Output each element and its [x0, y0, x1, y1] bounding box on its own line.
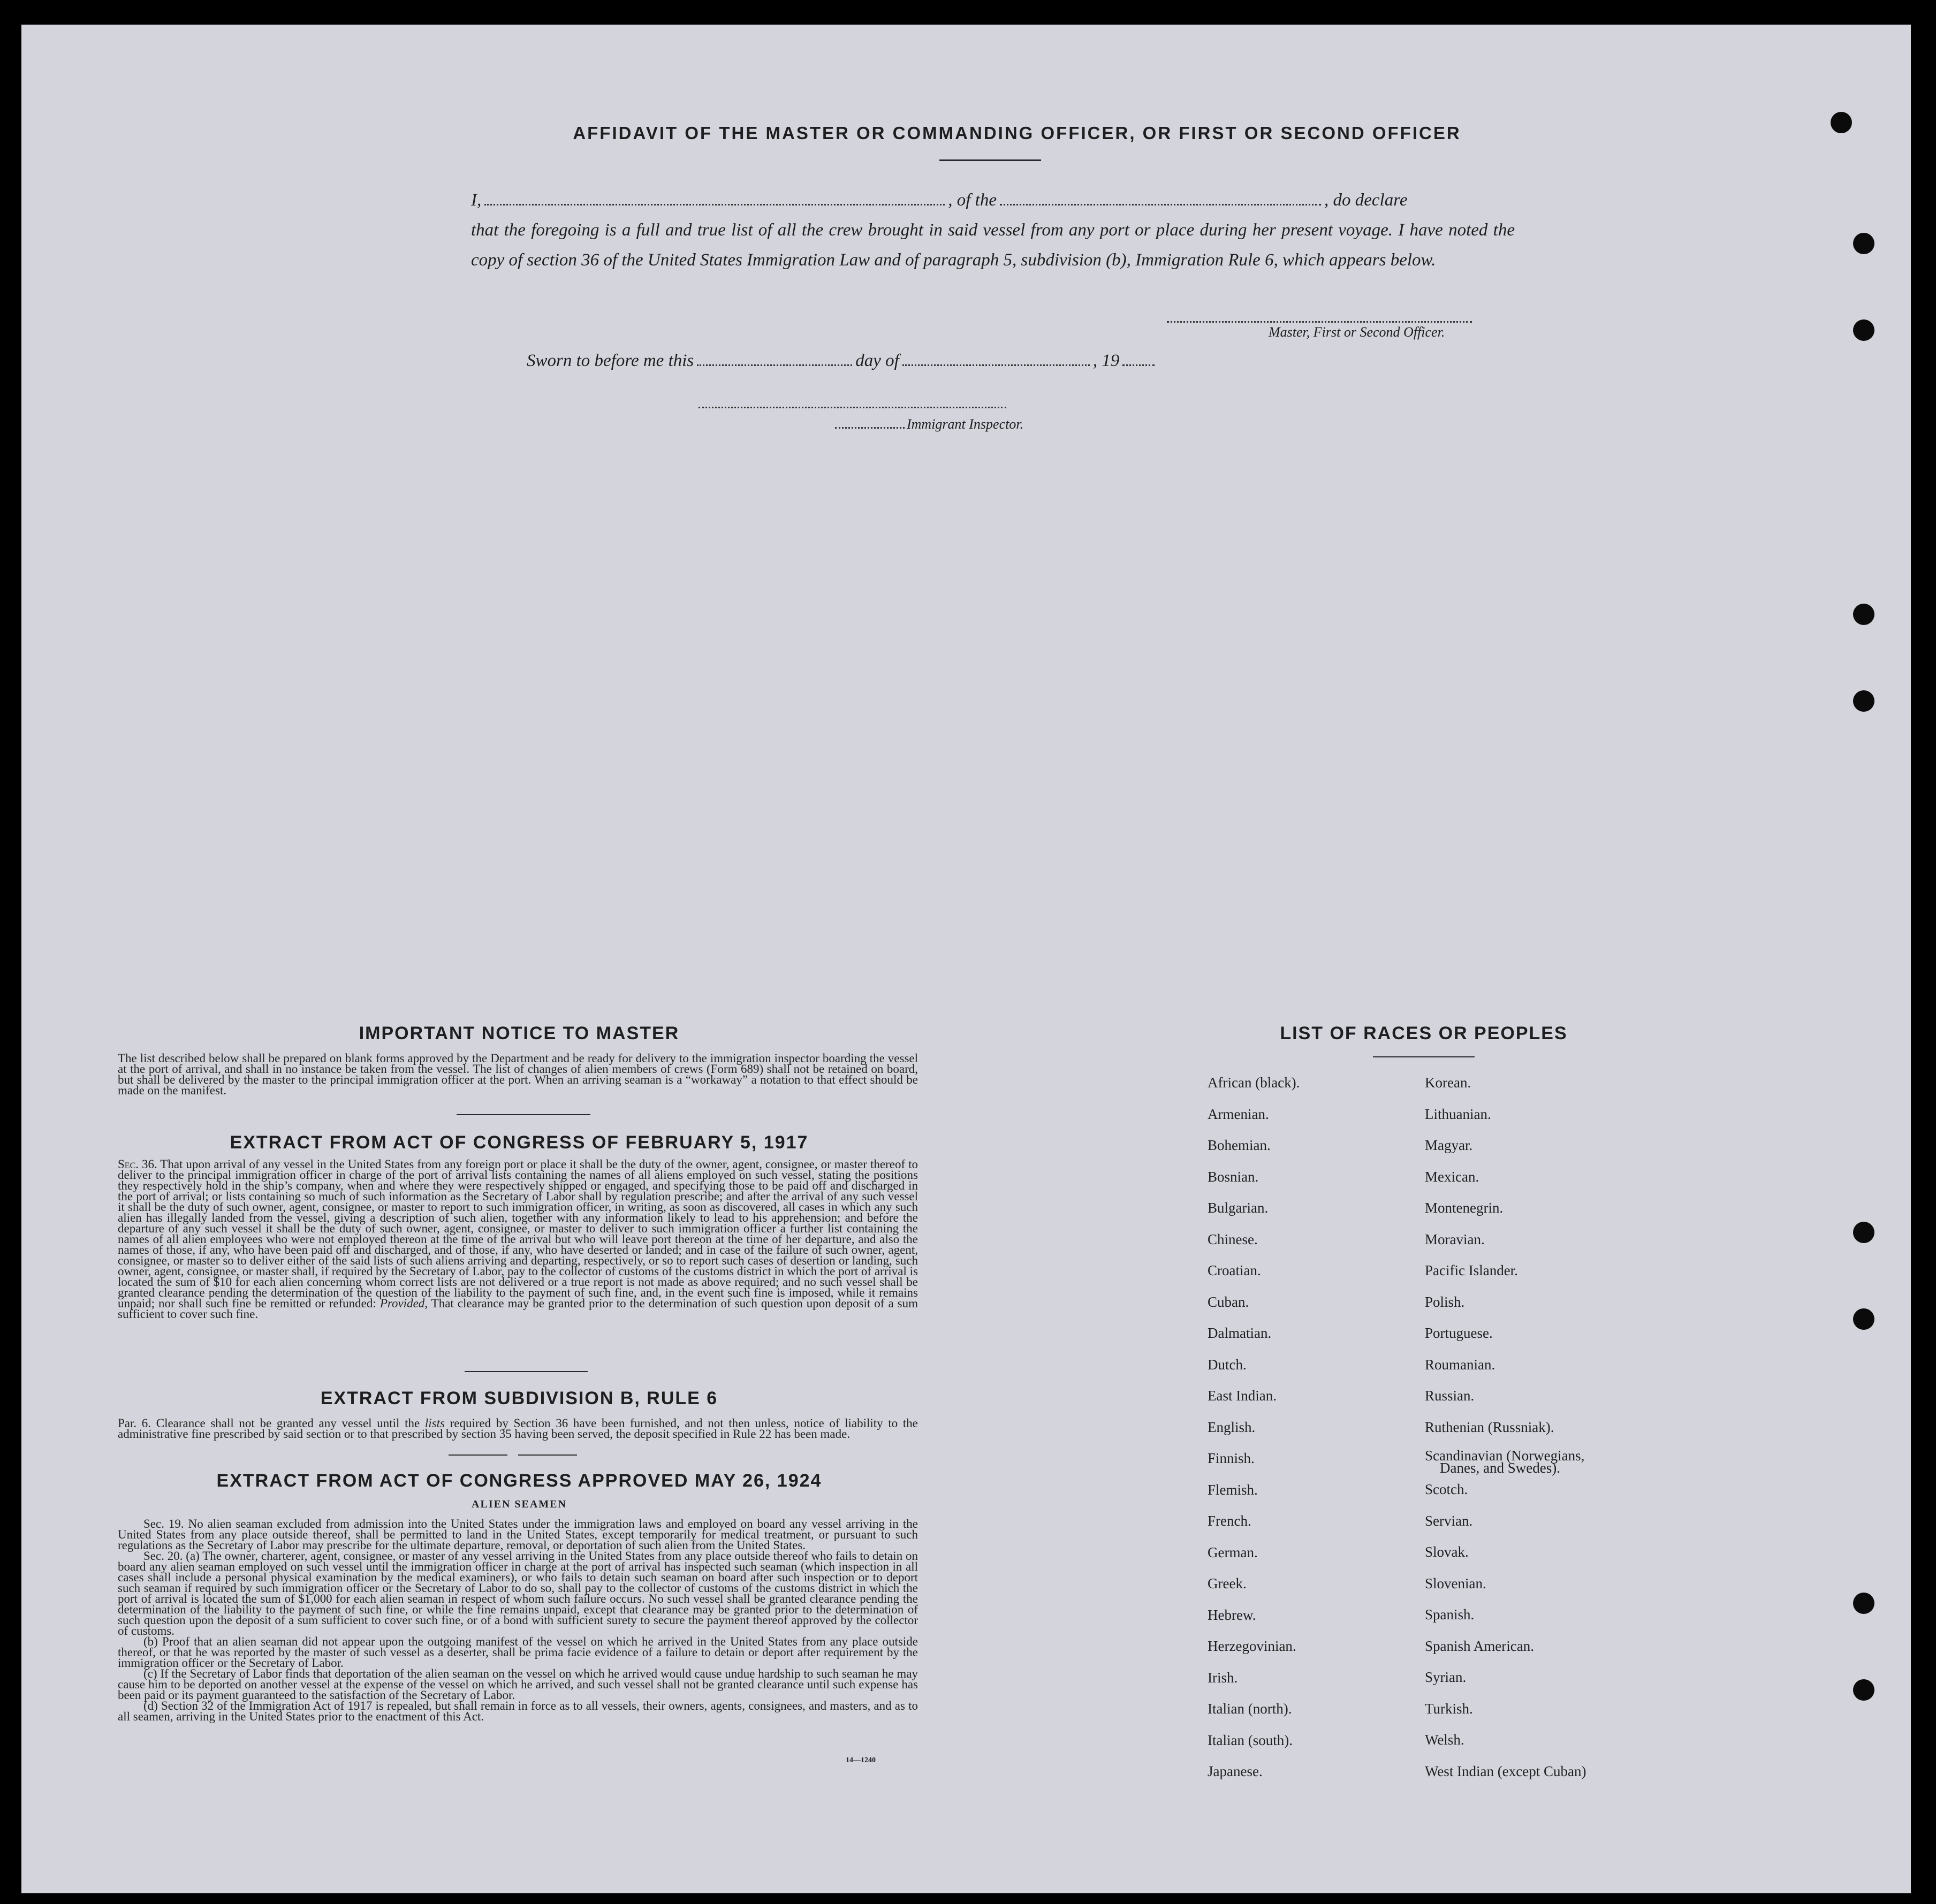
race-item: Finnish.	[1208, 1450, 1255, 1466]
race-item: Slovak.	[1425, 1544, 1469, 1560]
race-item: Bulgarian.	[1208, 1200, 1269, 1216]
race-item: French.	[1208, 1513, 1251, 1529]
race-item: Chinese.	[1208, 1231, 1258, 1247]
race-item: Servian.	[1425, 1512, 1473, 1529]
race-item: Moravian.	[1425, 1231, 1485, 1247]
race-item: Pacific Islander.	[1425, 1262, 1518, 1278]
race-item: English.	[1208, 1419, 1256, 1435]
race-item: Ruthenian (Russniak).	[1425, 1419, 1554, 1435]
race-item: Portuguese.	[1425, 1325, 1493, 1341]
inspector-line	[835, 416, 1023, 432]
extract-1924-text	[118, 1519, 918, 1722]
races-title: LIST OF RACES OR PEOPLES	[1280, 1023, 1568, 1044]
punch-hole	[1831, 112, 1852, 133]
sec-20c-paragraph: (c) If the Secretary of Labor finds that deportation of the alien seaman on the vessel on which he arrived would cause undue hardship to such seaman he may cause him to be deported on another vessel at the expense of the vessel on which he arrived, and such vessel shall not be granted clearance until such expense has been paid or its payment guaranteed to the satisfaction of the Secretary of Labor.	[118, 1667, 918, 1702]
vessel-blank[interactable]	[1000, 204, 1321, 205]
race-item: East Indian.	[1208, 1388, 1277, 1404]
sec-36-text-end: That clearance may be granted prior to the determination of such question upon deposit of a sum sufficient to cover such fine.	[118, 1297, 918, 1321]
race-item: Bohemian.	[1208, 1137, 1271, 1153]
year-label: , 19	[1092, 351, 1120, 370]
sec-36-label: Sec. 36.	[118, 1157, 157, 1171]
race-item: Herzegovinian.	[1208, 1638, 1296, 1654]
inspector-signature-line[interactable]	[699, 407, 1006, 408]
race-item: Flemish.	[1208, 1481, 1258, 1498]
sec-36-text: That upon arrival of any vessel in the United States from any foreign port or place it shall be the duty of the owner, agent, consignee, or master thereof to deliver to the principal immigration officer in charge of the port of arrival lists containing the names of all aliens employed on such vessel, stating the positions they respectively hold in the ship’s company, when and where they were respectively shipped or engaged, and specifying those to be paid off and discharged in the port of arrival; or lists containing so much of such information as the Secretary of Labor shall by regulation prescribe; and after the arrival of any such vessel it shall be the duty of such owner, agent, consignee, or master to report to such immigration officer, in writing, as soon as discovered, all cases in which any such alien has illegally landed from the vessel, giving a description of such alien, together with any information likely to lead to his apprehension; and before the departure of any such vessel it shall be the duty of such owner, agent, consignee, or master to deliver to such immigration officer a further list containing the names of all alien employees who were not employed thereon at the time of the arrival but who will leave port thereon at the time of her departure, and also the names of those, if any, who have been paid off and discharged, and of those, if any, who have deserted or landed; and in case of the failure of such owner, agent, consignee, or master so to deliver either of the said lists of such aliens arriving and departing, respectively, or so to report such cases of desertion or landing, such owner, agent, consignee, or master shall, if required by the Secretary of Labor, pay to the collector of customs of the customs district in which the port of arrival is located the sum of $10 for each alien concerning whom correct lists are not delivered or a true report is not made as above required; and no such vessel shall be granted clearance pending the determination of the question of the liability to the payment of such fine, and, in the event such fine is imposed, while it remains unpaid; nor shall such fine be remitted or refunded:	[118, 1157, 918, 1310]
sec-19-paragraph: Sec. 19. No alien seaman excluded from admission into the United States under the immigration laws and employed on board any vessel arriving in the United States from any place outside thereof, shall be permitted to land in the United States, except temporarily for medical treatment, or pursuant to such regulations as the Secretary of Labor may prescribe for the ultimate departure, removal, or deportation of such alien from the United States.	[118, 1517, 918, 1552]
affidavit-declaration-line	[471, 191, 1520, 210]
race-item: African (black).	[1208, 1075, 1300, 1091]
extract-rule6-text	[118, 1418, 918, 1440]
race-item: Russian.	[1425, 1388, 1475, 1404]
title-underline	[1373, 1056, 1475, 1057]
par-6-text-end: required by Section 36 have been furnished, and not then unless, notice of liability to the administrative fine prescribed by said section or to that prescribed by section 35 having been served, the deposit specified in Rule 22 has been made.	[118, 1416, 918, 1441]
race-item: Spanish.	[1425, 1606, 1475, 1623]
race-item: West Indian (except Cuban)	[1425, 1763, 1586, 1779]
race-item: Dalmatian.	[1208, 1325, 1272, 1341]
sec-20d-paragraph: (d) Section 32 of the Immigration Act of 1917 is repealed, but shall remain in force as to all vessels, their owners, agents, consignees, and masters, and as to all seamen, arriving in the United States prior to the enactment of this Act.	[118, 1699, 918, 1723]
races-column-2	[1425, 1067, 1586, 1787]
day-of-label: day of	[855, 351, 899, 370]
race-item: Spanish American.	[1425, 1638, 1534, 1654]
punch-hole	[1853, 690, 1874, 712]
extract-rule6-title: EXTRACT FROM SUBDIVISION B, RULE 6	[320, 1388, 718, 1408]
sworn-year-blank[interactable]	[1122, 364, 1155, 366]
divider	[457, 1114, 590, 1115]
lists-word: lists	[424, 1416, 445, 1430]
signature-line[interactable]	[1167, 321, 1472, 323]
race-item: Armenian.	[1208, 1106, 1269, 1122]
race-item: Mexican.	[1425, 1168, 1479, 1185]
race-item: Danes, and Swedes).	[1440, 1460, 1560, 1476]
race-item: Croatian.	[1208, 1262, 1261, 1278]
provided-word: Provided,	[379, 1297, 428, 1310]
divider	[449, 1454, 507, 1456]
alien-seamen-subtitle: ALIEN SEAMEN	[472, 1498, 567, 1510]
races-column-1	[1208, 1067, 1300, 1787]
race-item: Scotch.	[1425, 1481, 1468, 1497]
race-item: Bosnian.	[1208, 1168, 1259, 1185]
of-the-label: , of the	[948, 191, 997, 210]
race-item: Irish.	[1208, 1669, 1238, 1686]
par-6-text: Par. 6. Clearance shall not be granted any vessel until the	[118, 1416, 420, 1430]
inspector-blank[interactable]	[835, 427, 905, 429]
race-item: Welsh.	[1425, 1732, 1464, 1748]
declare-label: , do declare	[1324, 191, 1408, 210]
race-item: Turkish.	[1425, 1700, 1473, 1717]
race-item: Lithuanian.	[1425, 1106, 1491, 1122]
notice-text: The list described below shall be prepared on blank forms approved by the Department and be ready for delivery to the immigration inspector boarding the vessel at the port of arrival, and shall in no instance be taken from the vessel. The list of changes of alien members of crews (Form 689) shall not be retained on board, but shall be delivered by the master to the principal immigration officer at the port. When an arriving seaman is a “workaway” a notation to that effect should be made on the manifest.	[118, 1052, 918, 1097]
notice-title: IMPORTANT NOTICE TO MASTER	[359, 1023, 680, 1044]
punch-hole	[1853, 1679, 1874, 1701]
race-item: Montenegrin.	[1425, 1200, 1504, 1216]
i-label: I,	[471, 191, 482, 210]
inspector-label: Immigrant Inspector.	[907, 416, 1024, 432]
form-number: 14—1240	[846, 1756, 876, 1764]
sec-20b-paragraph: (b) Proof that an alien seaman did not appear upon the outgoing manifest of the vessel on which he arrived in the United States from any place outside thereof, or that he was reported by the master of such vessel as a deserter, shall be prima facie evidence of a failure to detain or deport after requirement by the immigration officer or the Secretary of Labor.	[118, 1635, 918, 1670]
sworn-day-blank[interactable]	[697, 364, 852, 366]
punch-hole	[1853, 1308, 1874, 1330]
race-item: Cuban.	[1208, 1293, 1249, 1310]
sec-20a-paragraph: Sec. 20. (a) The owner, charterer, agent, consignee, or master of any vessel arriving in the United States from any place outside thereof who fails to detain on board any alien seaman employed on such vessel until the immigration officer in charge at the port of arrival has inspected such seaman (which inspection in all cases shall include a personal physical examination by the medical examiners), or who fails to detain such seaman on board after such inspection or to deport such seaman if required by such immigration officer or the Secretary of Labor to do so, shall pay to the collector of customs of the customs district in which the port of arrival is located the sum of $1,000 for each alien seaman in respect of whom such failure occurs. No such vessel shall be granted clearance pending the determination of the liability to the payment of such fine, or while the fine remains unpaid, except that clearance may be granted prior to the determination of such question upon the deposit of a sum sufficient to cover such fine, or of a bond with sufficient surety to secure the payment thereof approved by the collector of customs.	[118, 1549, 918, 1638]
race-item: Italian (south).	[1208, 1732, 1293, 1748]
punch-hole	[1853, 233, 1874, 254]
divider	[518, 1454, 577, 1456]
race-item: Syrian.	[1425, 1669, 1467, 1685]
race-item: Polish.	[1425, 1293, 1465, 1310]
sworn-month-blank[interactable]	[902, 364, 1090, 366]
race-item: Dutch.	[1208, 1356, 1247, 1373]
race-item: Korean.	[1425, 1075, 1471, 1091]
race-item: Japanese.	[1208, 1763, 1263, 1779]
race-item: Italian (north).	[1208, 1701, 1292, 1717]
race-item: Scandinavian (Norwegians,	[1425, 1448, 1585, 1464]
race-item: Hebrew.	[1208, 1606, 1256, 1623]
race-item: Slovenian.	[1425, 1575, 1486, 1591]
signature-label: Master, First or Second Officer.	[1269, 324, 1445, 340]
punch-hole	[1853, 604, 1874, 625]
punch-hole	[1853, 319, 1874, 341]
extract-1917-title: EXTRACT FROM ACT OF CONGRESS OF FEBRUARY 5, 1917	[230, 1132, 809, 1153]
affidavit-title: AFFIDAVIT OF THE MASTER OR COMMANDING OFFICER, OR FIRST OR SECOND OFFICER	[573, 123, 1461, 143]
title-underline	[939, 159, 1041, 161]
sworn-line	[527, 351, 1158, 371]
divider	[465, 1371, 588, 1372]
name-blank[interactable]	[484, 204, 945, 205]
race-item: Magyar.	[1425, 1137, 1473, 1153]
sworn-label: Sworn to before me this	[527, 351, 694, 370]
affidavit-body: that the foregoing is a full and true list of all the crew brought in said vessel from any port or place during her present voyage. I have noted the copy of section 36 of the United States Immigration Law and of paragraph 5, subdivision (b), Immigration Rule 6, which appears below.	[471, 220, 1515, 270]
race-item: German.	[1208, 1544, 1258, 1560]
punch-hole	[1853, 1222, 1874, 1243]
extract-1917-text	[118, 1159, 918, 1320]
race-item: Roumanian.	[1425, 1356, 1495, 1373]
punch-hole	[1853, 1593, 1874, 1614]
extract-1924-title: EXTRACT FROM ACT OF CONGRESS APPROVED MAY 26, 1924	[216, 1471, 822, 1491]
race-item: Greek.	[1208, 1575, 1247, 1591]
